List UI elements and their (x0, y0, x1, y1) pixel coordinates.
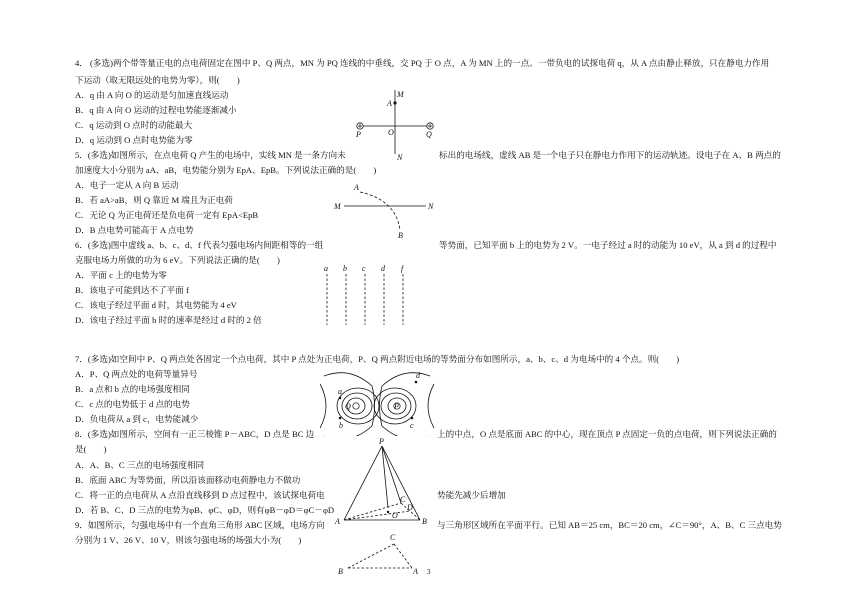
q8-option-c-part1: C．将一正的点电荷从 A 点沿直线移到 D 点过程中，该试探电荷电 (75, 490, 325, 500)
q6-stem-line1b: 等势面，已知平面 b 上的电势为 2 V。一电子经过 a 时的动能为 10 eV，从 a 到 d 的过程中 (439, 240, 777, 250)
label-p: P (356, 130, 361, 139)
q5-option-c: C．无论 Q 为正电荷还是负电荷一定有 EpA<EpB (75, 210, 259, 220)
q8-stem-line1a: 8．(多选)如图所示，空间有一正三棱锥 P－ABC，D 点是 BC 边 (75, 429, 315, 439)
q8-option-a: A．A、B、C 三点的电场强度相同 (75, 460, 205, 470)
plane-label-c: c (362, 264, 366, 273)
q4-option-a: A．q 由 A 向 O 的运动是匀加速直线运动 (75, 90, 229, 100)
label-c: c (410, 421, 414, 430)
label-m: M (397, 90, 404, 99)
label-p: P (394, 402, 399, 411)
figure-q8-pyramid (334, 436, 434, 528)
plane-label-d: d (381, 264, 385, 273)
label-q: Q (426, 130, 432, 139)
q8-option-c-part2: 势能先减少后增加 (437, 490, 506, 500)
q7-option-a: A．P、Q 两点处的电荷等量异号 (75, 369, 198, 379)
label-n: N (428, 202, 434, 211)
q5-option-b: B．若 aA>aB，则 Q 靠近 M 端且为正电荷 (75, 195, 233, 205)
q5-option-a: A．电子一定从 A 向 B 运动 (75, 180, 179, 190)
figure-q9-triangle (334, 528, 424, 578)
plane-label-a: a (324, 264, 328, 273)
label-b: B (398, 231, 403, 240)
q8-stem-line1b: 上的中点，O 点是底面 ABC 的中心，现在顶点 P 点固定一负的点电荷，则下列说法正确的 (437, 429, 777, 439)
q6-stem-line2: 克服电场力所做的功为 6 eV。下列说法正确的是( ) (75, 255, 280, 265)
q4-option-b: B．q 由 A 向 O 运动的过程电势能逐渐减小 (75, 105, 237, 115)
q5-stem-line1a: 5．(多选)如图所示，在点电荷 Q 产生的电场中，实线 MN 是一条方向未 (75, 150, 346, 160)
q9-stem-line2: 分别为 1 V、26 V、10 V，则该匀强电场的场强大小为( ) (75, 535, 302, 545)
q4-stem-line2: 下运动（取无限远处的电势为零），则( ) (75, 75, 240, 85)
figure-q6-equipotential-planes (318, 262, 418, 328)
label-q: Q (345, 402, 351, 411)
label-b: B (338, 567, 343, 576)
label-b: b (339, 421, 343, 430)
label-a: a (338, 387, 342, 396)
q8-option-d: D．若 B、C、D 三点的电势为φB、φC、φD，则有φB－φD＝φC－φD (75, 505, 335, 515)
q8-option-b: B．底面 ABC 为等势面，所以沿该面移动电荷静电力不做功 (75, 475, 301, 485)
q9-stem-line1b: 与三角形区域所在平面平行。已知 AB＝25 cm，BC＝20 cm，∠C＝90°，A、B、C 三点电势 (437, 520, 782, 530)
plane-label-b: b (343, 264, 347, 273)
q4-option-c: C．q 运动到 O 点时的动能最大 (75, 120, 193, 130)
q8-stem-line2: 是( ) (75, 444, 107, 454)
label-a: A (387, 99, 392, 108)
q5-stem-line2: 加速度大小分别为 aA、aB，电势能分别为 EpA、EpB。下列说法正确的是( ) (75, 165, 377, 175)
label-d: d (416, 371, 420, 380)
q5-stem-line1b: 标出的电场线，虚线 AB 是一个电子只在静电力作用下的运动轨迹。设电子在 A、B 两点的 (439, 150, 781, 160)
q6-option-a: A．平面 c 上的电势为零 (75, 270, 167, 280)
q7-option-b: B．a 点和 b 点的电场强度相同 (75, 384, 190, 394)
page-number: 3 (427, 568, 431, 576)
q6-option-b: B．该电子可能到达不了平面 f (75, 285, 189, 295)
label-a: A (413, 567, 418, 576)
q7-option-d: D．负电荷从 a 到 c，电势能减少 (75, 414, 199, 424)
label-d: D (407, 503, 413, 512)
label-c: C (390, 533, 396, 542)
q7-stem: 7．(多选)如空间中 P、Q 两点处各固定一个点电荷，其中 P 点处为正电荷，P、Q 两点附近电场的等势面分布如图所示，a、b、c、d 为电场中的 4 个点。则( ) (75, 354, 680, 364)
figure-q4-charges-diagram (350, 86, 440, 162)
q6-option-d: D．该电子经过平面 b 时的速率是经过 d 时的 2 倍 (75, 315, 262, 325)
label-o: O (392, 511, 398, 520)
q6-option-c: C．该电子经过平面 d 时，其电势能为 4 eV (75, 300, 237, 310)
label-m: M (334, 202, 341, 211)
q5-option-d: D．B 点电势可能高于 A 点电势 (75, 225, 194, 235)
label-a: A (335, 517, 340, 526)
figure-q7-equipotential-surfaces (320, 368, 435, 436)
q9-stem-line1a: 9．如图所示，匀强电场中有一个直角三角形 ABC 区域，电场方向 (75, 520, 325, 530)
q7-option-c: C．c 点的电势低于 d 点的电势 (75, 399, 190, 409)
figure-q5-field-line-diagram (330, 180, 440, 240)
label-c: C (400, 495, 406, 504)
label-p: P (379, 437, 384, 446)
label-o: O (388, 128, 394, 137)
q4-stem-line1: 4． (多选)两个带等量正电的点电荷固定在图中 P、Q 两点，MN 为 PQ 连线的中垂线，交 PQ 于 O 点，A 为 MN 上的一点。一带负电的试探电荷 q，从 A 点由静止释放，只在静电力作用 (75, 58, 770, 68)
label-n: N (397, 153, 403, 162)
plane-label-f: f (401, 264, 404, 273)
label-a: A (354, 183, 359, 192)
q6-stem-line1a: 6．(多选)图中虚线 a、b、c、d、f 代表匀强电场内间距相等的一组 (75, 240, 324, 250)
q4-option-d: D．q 运动到 O 点时电势能为零 (75, 135, 193, 145)
label-b: B (422, 517, 427, 526)
